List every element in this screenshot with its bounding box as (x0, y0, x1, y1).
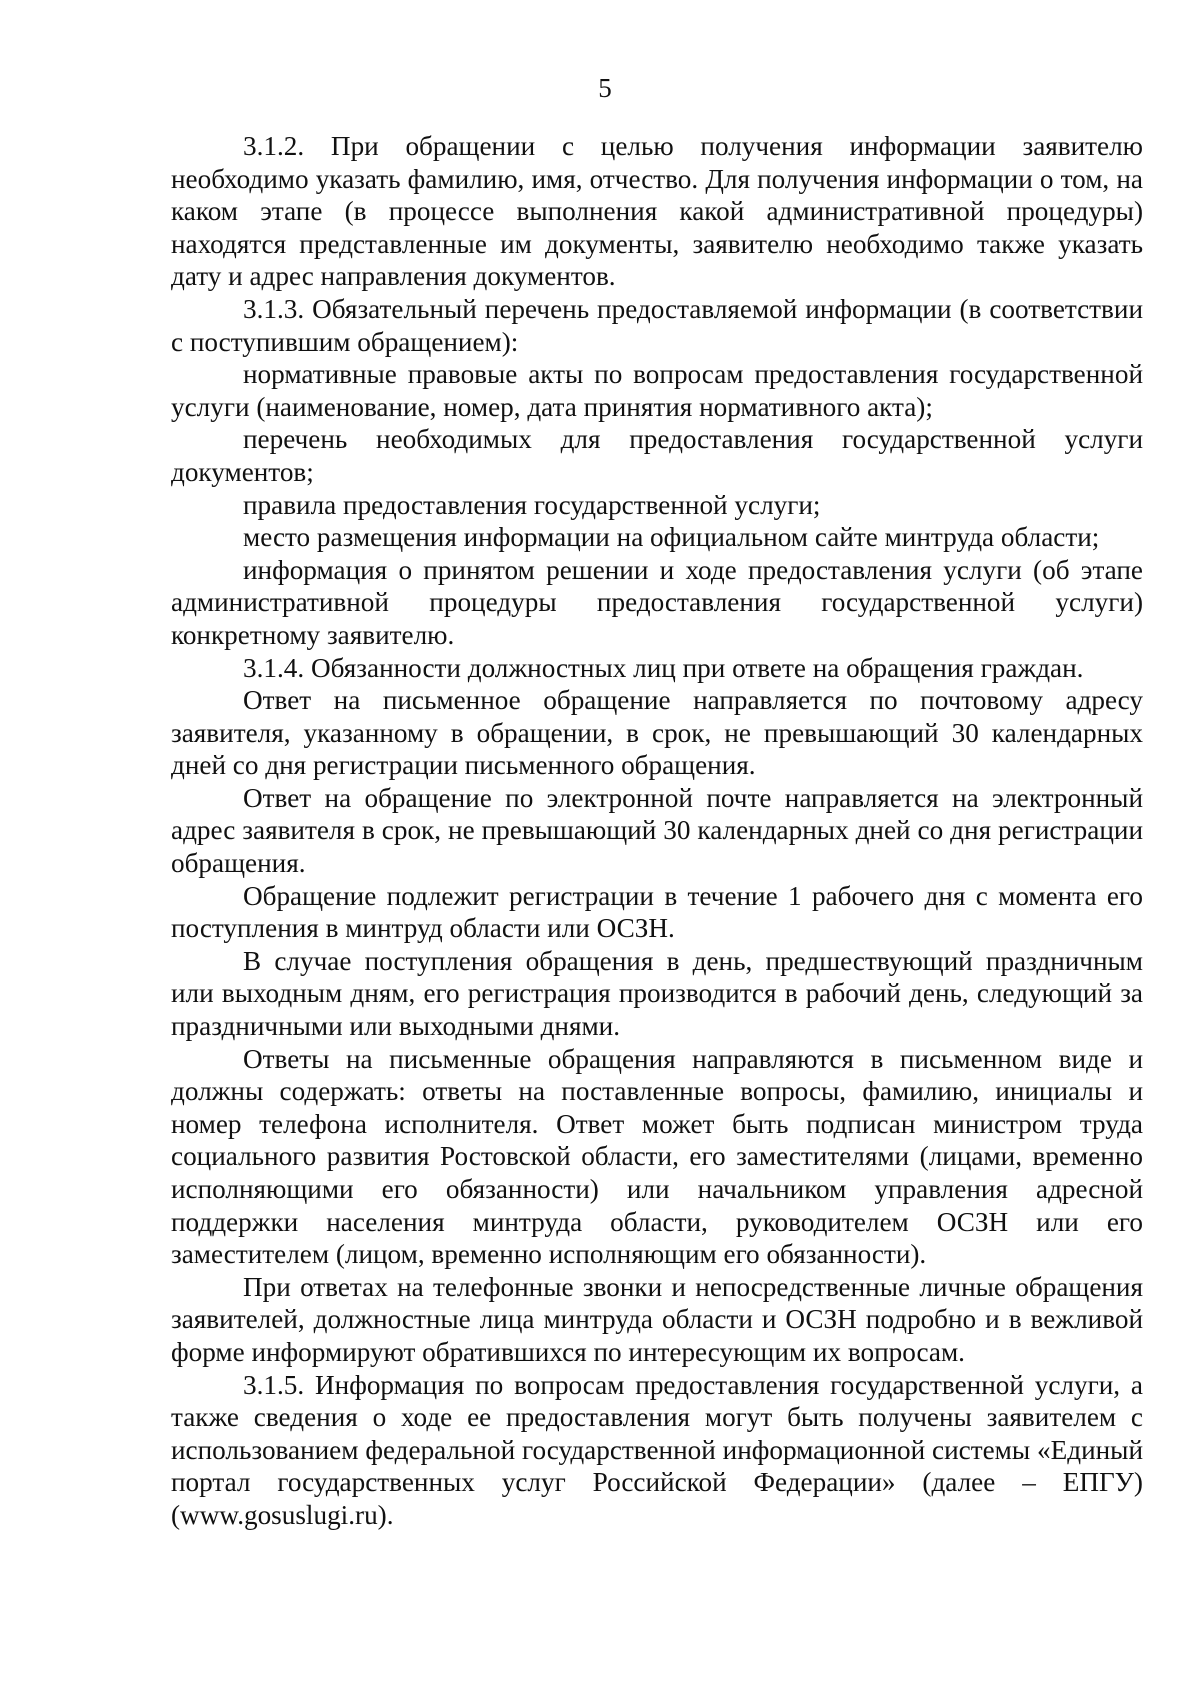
list-item-decision-info: информация о принятом решении и ходе предоставления услуги (об этапе административной процедуры предоставления государственной услуги) конкретному заявителю. (171, 554, 1143, 650)
list-item-website-location: место размещения информации на официальном сайте минтруда области; (243, 522, 1100, 553)
paragraph-3-1-5: 3.1.5. Информация по вопросам предоставления государственной услуги, а также сведения о ходе ее предоставления могут быть получены заявителем с использованием федеральной государственной информационной системы «Единый портал государственных услуг Российской Федерации» (далее – ЕПГУ) (www.gosuslugi.ru). (171, 1369, 1143, 1530)
document-body (171, 130, 1143, 1532)
paragraph-registration: Обращение подлежит регистрации в течение 1 рабочего дня с момента его поступления в минтруд области или ОСЗН. (171, 880, 1143, 944)
paragraph-reply-content: Ответы на письменные обращения направляются в письменном виде и должны содержать: ответы на поставленные вопросы, фамилию, инициалы и номер телефона исполнителя. Ответ может быть подписан министром труда социального развития Ростовской области, его заместителями (лицами, временно исполняющими его обязанности) или начальником управления адресной поддержки населения минтруда области, руководителем ОСЗН или его заместителем (лицом, временно исполняющим его обязанности). (171, 1043, 1143, 1270)
paragraph-holiday-registration: В случае поступления обращения в день, предшествующий праздничным или выходным дням, его регистрация производится в рабочий день, следующий за праздничными или выходными днями. (171, 945, 1143, 1042)
paragraph-written-reply: Ответ на письменное обращение направляется по почтовому адресу заявителя, указанному в обращении, в срок, не превышающий 30 календарных дней со дня регистрации письменного обращения. (171, 685, 1143, 781)
paragraph-3-1-3: 3.1.3. Обязательный перечень предоставляемой информации (в соответствии с поступившим обращением): (171, 293, 1143, 357)
paragraph-email-reply: Ответ на обращение по электронной почте направляется на электронный адрес заявителя в срок, не превышающий 30 календарных дней со дня регистрации обращения. (171, 782, 1143, 879)
paragraph-phone-replies: При ответах на телефонные звонки и непосредственные личные обращения заявителей, должностные лица минтруда области и ОСЗН подробно и в вежливой форме информируют обратившихся по интересующим их вопросам. (171, 1271, 1143, 1367)
list-item-normative-acts: нормативные правовые акты по вопросам предоставления государственной услуги (наименование, номер, дата принятия нормативного акта); (171, 359, 1143, 422)
paragraph-3-1-4: 3.1.4. Обязанности должностных лиц при ответе на обращения граждан. (243, 652, 1084, 683)
list-item-rules: правила предоставления государственной услуги; (243, 489, 821, 520)
page-number: 5 (598, 73, 612, 103)
paragraph-3-1-2: 3.1.2. При обращении с целью получения информации заявителю необходимо указать фамилию, имя, отчество. Для получения информации о том, на каком этапе (в процессе выполнения какой административной процедуры) находятся представленные им документы, заявителю необходимо также указать дату и адрес направления документов. (171, 131, 1143, 292)
list-item-documents-list: перечень необходимых для предоставления государственной услуги документов; (171, 424, 1143, 487)
